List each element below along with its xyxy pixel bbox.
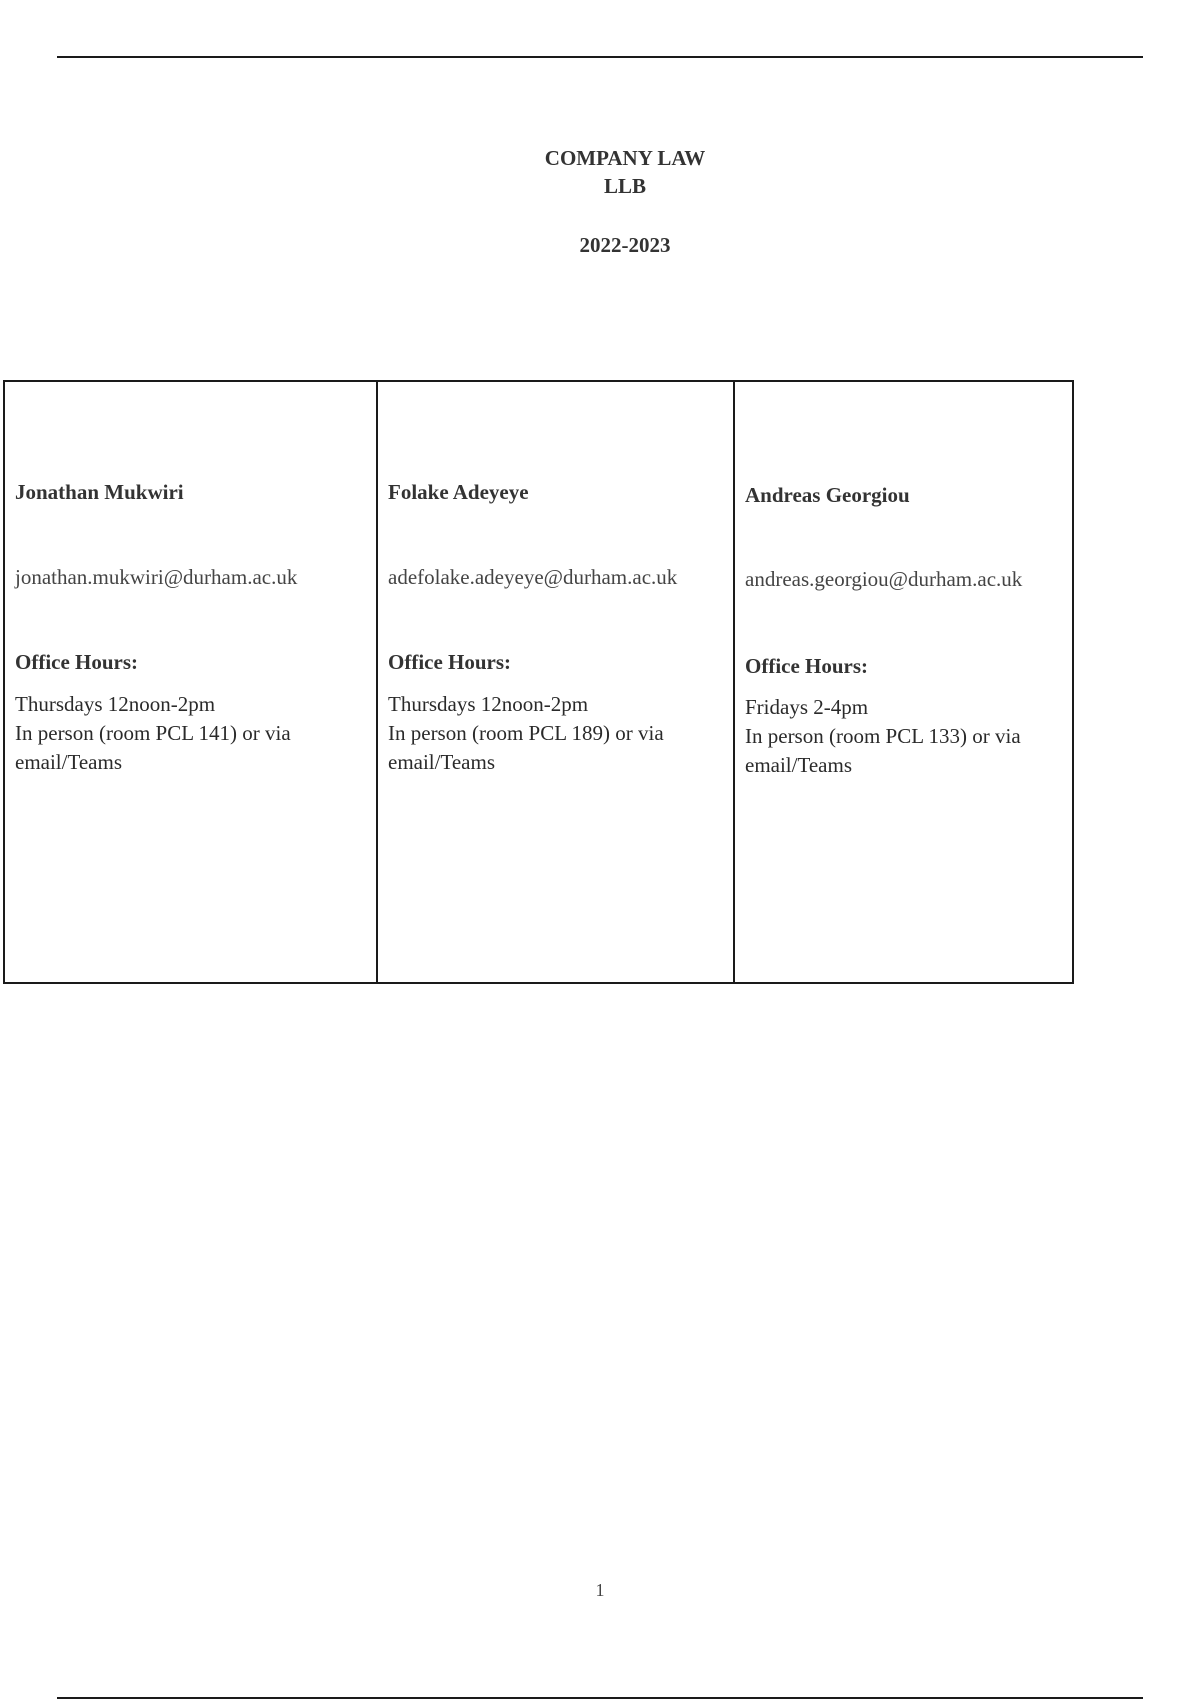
course-title: COMPANY LAW [544,146,706,170]
staff-email: jonathan.mukwiri@durham.ac.uk [15,565,298,589]
programme-label: LLB [603,174,647,198]
office-hours-details [15,690,335,777]
office-hours-label: Office Hours: [745,654,869,678]
office-hours-line: Thursdays 12noon-2pm [388,692,589,716]
office-hours-label: Office Hours: [388,650,512,674]
staff-contact-table [3,380,1074,984]
office-hours-line: In person (room PCL 189) or via [388,721,664,745]
office-hours-line: In person (room PCL 141) or via [15,721,291,745]
page-number: 1 [595,1580,605,1600]
staff-name: Andreas Georgiou [745,483,910,507]
bottom-rule [57,1697,1143,1699]
staff-cell [376,382,733,982]
staff-cell [733,382,1072,982]
staff-email: andreas.georgiou@durham.ac.uk [745,567,1023,591]
office-hours-label: Office Hours: [15,650,139,674]
office-hours-details [388,690,708,777]
staff-name: Jonathan Mukwiri [15,480,184,504]
office-hours-line: Thursdays 12noon-2pm [15,692,216,716]
staff-name: Folake Adeyeye [388,480,529,504]
academic-year: 2022-2023 [579,233,671,257]
office-hours-line: In person (room PCL 133) or via [745,724,1021,748]
top-rule [57,56,1143,58]
office-hours-line: email/Teams [745,753,852,777]
staff-email: adefolake.adeyeye@durham.ac.uk [388,565,678,589]
office-hours-details [745,693,1065,780]
staff-cell [5,382,376,982]
office-hours-line: email/Teams [15,750,122,774]
office-hours-line: email/Teams [388,750,495,774]
office-hours-line: Fridays 2-4pm [745,695,869,719]
